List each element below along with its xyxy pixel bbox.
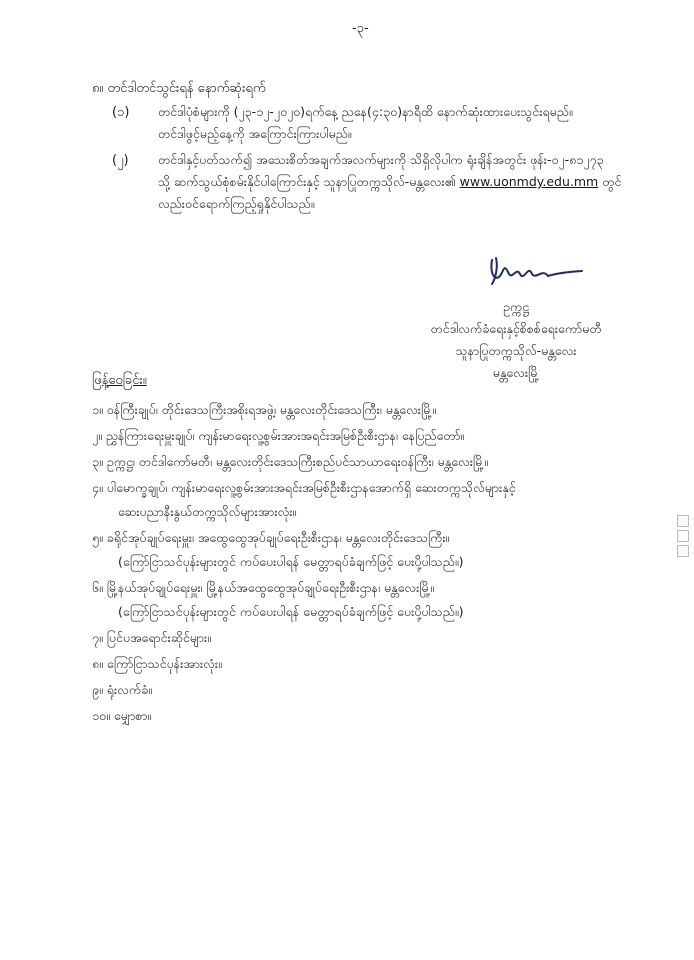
distribution-item: ၁။ ဝန်ကြီးချုပ်၊ တိုင်းဒေသကြီးအစိုးရအဖွဲ့၊ မန္တလေးတိုင်းဒေသကြီး၊ မန္တလေးမြို့။	[92, 402, 436, 417]
item-line: တင်ဒါနှင့်ပတ်သက်၍ အသေးစိတ်အချက်အလက်များကို သိရှိလိုပါက ရုံးချိန်အတွင်း ဖုန်း-၀၂-၈၁၂၇၃	[158, 152, 604, 167]
distribution-item-note: (ကြော်ငြာသင်ပုန်းများတွင် ကပ်ပေးပါရန် မေတ္တာရပ်ခံချက်ဖြင့် ပေးပို့ပါသည်။)	[118, 604, 464, 619]
item-number: (၂)	[112, 153, 129, 168]
distribution-item: ၈။ ကြော်ငြာသင်ပုန်းအားလုံး။	[92, 656, 222, 671]
link-suffix: တွင်	[602, 174, 622, 189]
page-number: -၃-	[352, 21, 369, 36]
item-line: တင်ဒါပုံစံများကို (၂၃-၁၂-၂၀၂၀)ရက်နေ့ ညနေ(၄:၃၀)နာရီထိ နောက်ဆုံးထားပေးသွင်းရမည်။	[158, 104, 573, 119]
distribution-item: ၉။ ရုံးလက်ခံ။	[92, 682, 152, 697]
distribution-item-note: (ကြော်ငြာသင်ပုန်းများတွင် ကပ်ပေးပါရန် မေတ္တာရပ်ခံချက်ဖြင့် ပေးပို့ပါသည်။)	[118, 554, 464, 569]
signer-institution: သူနာပြုတက္ကသိုလ်-မန္တလေး	[455, 343, 577, 358]
distribution-item: ၆။ မြို့နယ်အုပ်ချုပ်ရေးမှူး၊ မြို့နယ်အထွေထွေအုပ်ချုပ်ရေးဦးစီးဌာန၊ မန္တလေးမြို့။	[92, 580, 435, 595]
side-box	[677, 515, 689, 527]
signer-city: မန္တလေးမြို့	[492, 365, 540, 380]
signer-title: ဥက္ကဋ္ဌ	[503, 299, 529, 314]
distribution-item: ၇။ ပြင်ပအရောင်းဆိုင်များ။	[92, 630, 212, 645]
handwritten-signature	[486, 252, 586, 292]
item-line-text: သို့ ဆက်သွယ်စုံစမ်းနိုင်ပါကြောင်းနှင့် သူနာပြုတက္ကသိုလ်-မန္တလေး၏	[158, 174, 456, 189]
website-link[interactable]: www.uonmdy.edu.mm	[459, 174, 599, 189]
item-line	[158, 174, 621, 193]
item-line: တင်ဒါဖွင့်မည့်နေ့ကို အကြောင်းကြားပါမည်။	[158, 126, 352, 141]
signer-committee: တင်ဒါလက်ခံရေးနှင့်စိစစ်ရေးကော်မတီ	[430, 321, 602, 336]
distribution-title: ဖြန့်ဝေခြင်း။	[92, 373, 147, 388]
item-number: (၁)	[112, 105, 130, 120]
distribution-item: ၄။ ပါမောက္ခချုပ်၊ ကျန်းမာရေးလူ့စွမ်းအားအရင်းအမြစ်ဦးစီးဌာနအောက်ရှိ ဆေးတက္ကသိုလ်များနှင့်	[92, 480, 516, 495]
item-line: လည်းဝင်ရောက်ကြည့်ရှုနိုင်ပါသည်။	[158, 196, 315, 211]
side-box	[677, 545, 689, 557]
distribution-item: ၃။ ဥက္ကဋ္ဌ၊ တင်ဒါကော်မတီ၊ မန္တလေးတိုင်းဒေသကြီးစည်ပင်သာယာရေးဝန်ကြီး၊ မန္တလေးမြို့။	[92, 454, 488, 469]
side-box	[677, 530, 689, 542]
distribution-item: ၅။ ခရိုင်အုပ်ချုပ်ရေးမှူး၊ အထွေထွေအုပ်ချုပ်ရေးဦးစီးဌာန၊ မန္တလေးတိုင်းဒေသကြီး။	[92, 530, 450, 545]
section-heading: ၈။ တင်ဒါတင်သွင်းရန် နောက်ဆုံးရက်	[92, 81, 266, 96]
distribution-item: ၁၀။ မျှောစာ။	[92, 708, 152, 723]
distribution-item-continuation: ဆေးပညာနီးနွယ်တက္ကသိုလ်များအားလုံး။	[118, 504, 297, 519]
distribution-item: ၂။ ညွှန်ကြားရေးမှူးချုပ်၊ ကျန်းမာရေးလူ့စွမ်းအားအရင်းအမြစ်ဦးစီးဌာန၊ နေပြည်တော်။	[92, 428, 465, 443]
